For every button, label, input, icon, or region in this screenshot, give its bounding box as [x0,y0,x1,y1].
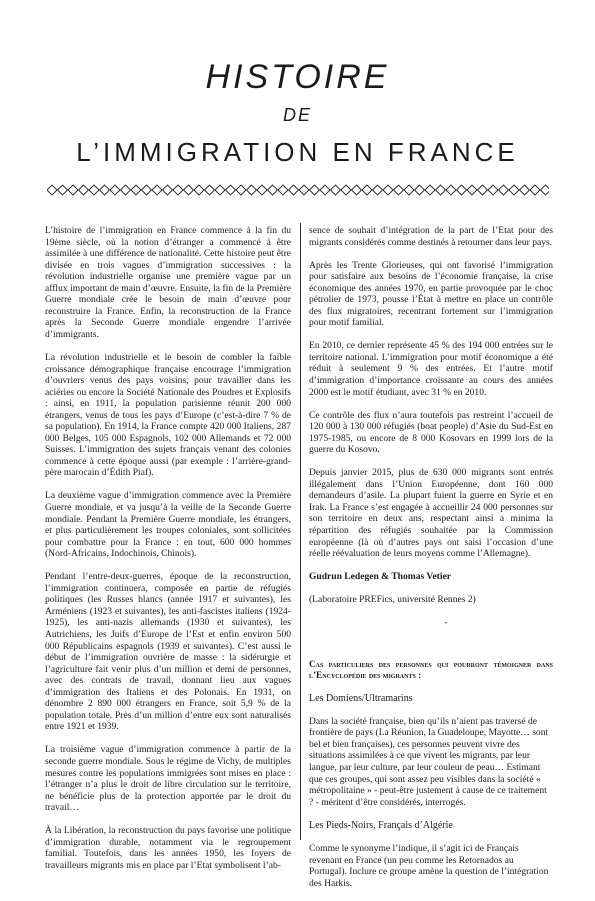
paragraph: Ce contrôle des flux n’aura toutefois pas restreint l’accueil de 120 000 à 130 000 réfugiés (boat people) d’Asie du Sud-Est en 1975-1985, ou encore de 8 000 Kosovars en 1999 lors de la guerre du Kosovo. [309,409,553,456]
diamond-shape [289,185,299,195]
paragraph: L’histoire de l’immigration en France commence à la fin du 19ème siècle, où la notion d’étranger a commencé à être assimilée à une différence de nationalité. Cette histoire peut être divisée en trois vagues d’immigration successives : la révolution industrielle organise une première vague par un afflux important de main d’œuvre. Ensuite, la fin de la Première Guerre mondiale crée le besoin de main d’œuvre pour reconstruire la France. Enfin, la reconstruction de la France après la Seconde Guerre mondiale engendre l’arrivée d’immigrants. [45,225,291,340]
diamond-shape [110,185,120,195]
diamond-shape [320,185,330,195]
diamond-shape [100,185,110,195]
paragraph: La révolution industrielle et le besoin de combler la faible croissance démographique française encourage l’immigration d’ouvriers venus des pays voisins, pour travailler dans les aciéries ou encore la Société Nationale des Poudres et Explosifs : ainsi, en 1911, la population parisienne réunit 200 000 étrangers, venus de tous les pays d’Europe (c’est-à-dire 7 % de sa population). En 1914, la France compte 420 000 Italiens, 287 000 Belges, 105 000 Espagnols, 102 000 Allemands et 72 000 Suisses. L’immigration des sujets français venant des colonies commence à cette époque aussi (par exemple : l’arrière-grand-père marocain d’Édith Piaf). [45,351,291,479]
diamond-shape [58,185,68,195]
diamond-shape [331,185,341,195]
diamond-shape [373,185,383,195]
diamond-shape [278,185,288,195]
left-column [45,225,291,883]
paragraph: Après les Trente Glorieuses, qui ont favorisé l’immigration pour satisfaire aux besoins de l’économie française, la crise économique des années 1970, en partie provoquée par le choc pétrolier de 1973, pousse l’État à mettre en place un contrôle des flux migratoires, recentrant fortement sur l’immigration pour motif familial. [309,259,553,329]
diamond-shape [509,185,519,195]
diamond-shape [425,185,435,195]
diamond-shape [436,185,446,195]
paragraph: Pendant l’entre-deux-guerres, époque de la reconstruction, l’immigration continuera, composée en partie de réfugiés politiques (les Russes blancs (année 1917 et suivantes), les Arméniens (1923 et suivantes), les anti-fascistes italiens (1924-1925), les anti-nazis allemands (1930 et suivantes), les Autrichiens, les Juifs d’Europe de l’Est et enfin environ 500 000 Républicains espagnols (1939 et suivantes). C’est aussi le début de l’immigration ouvrière de masse : la sidérurgie et l’agriculture fait venir plus d’un million et demi de personnes, avec des contrats de travail, donnant lieu aux vagues d’immigration des Italiens et des Polonais. En 1931, on dénombre 2 890 000 étrangers en France, soit 5,9 % de la population totale. Près d’un million d’entre eux sont naturalisés entre 1921 et 1939. [45,571,291,733]
diamond-shape [520,185,530,195]
diamond-shape [488,185,498,195]
diamond-shape [404,185,414,195]
section-text: Dans la société française, bien qu’ils n’aient pas traversé de frontière de pays (La Réunion, la Guadeloupe, Mayotte… sont bel et bien françaises), ces personnes peuvent vivre des situations assimilées à ce que vivent les migrants, par leur langue, par leur culture, par leur couleur de peau… Estimant que ces groupes, qui sont assez peu visibles dans la société « métropolitaine » - peut-être justement à cause de ce traitement ? - méritent d’être considérés, interrogés. [309,715,549,808]
diamond-shape [247,185,257,195]
diamond-shape [257,185,267,195]
diamond-shape [467,185,477,195]
diamond-shape [299,185,309,195]
diamond-divider [47,183,549,197]
paragraph: sence de souhait d’intégration de la part de l’Etat pour des migrants considérés comme destinés à retourner dans leur pays. [309,225,553,248]
paragraph: En 2010, ce dernier représente 45 % des 194 000 entrées sur le territoire national. L’immigration pour motif économique a été réduit à seulement 9 % des entrées. Et l’autre motif d’immigration d’importance croissante au cours des années 2000 est le motif étudiant, avec 31 % en 2010. [309,340,553,398]
diamond-shape [236,185,246,195]
diamond-shape [310,185,320,195]
diamond-shape [194,185,204,195]
signature-affiliation: (Laboratoire PREFics, université Rennes 2) [309,594,476,606]
title-de: DE [282,105,312,125]
diamond-shape [152,185,162,195]
paragraph: La deuxième vague d’immigration commence avec la Première Guerre mondiale, et va jusqu’à la veille de la Seconde Guerre mondiale. Pendant la Première Guerre mondiale, les étrangers, et plus particulièrement les troupes coloniales, sont sollicitées pour combattre pour la France : en tout, 600 000 hommes (Nord-Africains, Indochinois, Chinois). [45,490,291,560]
diamond-shape [446,185,456,195]
section-domiens [309,693,553,808]
title-immigration: L’IMMIGRATION EN FRANCE [76,137,519,167]
paragraph: À la Libération, la reconstruction du pays favorise une politique d’immigration durable, notamment via le regroupement familial. Toutefois, dans les années 1950, les foyers de travailleurs migrants mis en place par l’Etat symbolisent l’ab- [45,825,291,871]
column-separator [300,223,301,840]
section-title: Les Domiens/Ultramarins [309,692,413,704]
diamond-shape [205,185,215,195]
right-column [309,225,553,901]
diamond-shape [415,185,425,195]
encyclopedia-heading: Cas particuliers des personnes qui pourront témoigner dans l’Encyclopédie des migrants : [309,658,553,681]
diamond-shape [341,185,351,195]
diamond-shape [215,185,225,195]
diamond-shape [499,185,509,195]
diamond-shape [226,185,236,195]
paragraph: Depuis janvier 2015, plus de 630 000 migrants sont entrés illégalement dans l’Union Européenne, dont 160 000 demandeurs d’asile. La plupart fuient la guerre en Syrie et en Irak. La France s’est engagée à accueillir 24 000 personnes sur son territoire en deux ans, respectant ainsi a minima la répartition des réfugiés souhaitée par la Commission européenne (là où d’autres pays ont saisi l’occasion d’une réelle réévaluation de leurs moyens comme l’Allemagne). [309,467,553,560]
diamond-shape [89,185,99,195]
diamond-shape [131,185,141,195]
diamond-shape [47,185,57,195]
section-title: Les Pieds-Noirs, Français d’Algérie [309,820,453,832]
diamond-shape [121,185,131,195]
diamond-shape [478,185,488,195]
paragraph: La troisième vague d’immigration commence à partir de la seconde guerre mondiale. Sous le régime de Vichy, de multiples mesures contre les populations immigrées sont mises en place : l’étranger n’a plus le droit de libre circulation sur le territoire, ne bénéficie plus de la protection apportée par le droit du travail… [45,744,291,814]
diamond-shape [163,185,173,195]
section-pieds-noirs [309,820,553,889]
diamond-shape [79,185,89,195]
diamond-shape [383,185,393,195]
diamond-shape [173,185,183,195]
section-text: Comme le synonyme l’indique, il s’agit ici de Français revenant en France (un peu comme les Retornados au Portugal). Inclure ce groupe amène la question de l’intégration des Harkis. [309,843,549,889]
title-histoire: HISTOIRE [205,58,390,96]
diamond-shape [268,185,278,195]
diamond-shape [541,185,550,195]
diamond-shape [457,185,467,195]
separator-dash: - [444,617,448,629]
diamond-shape [394,185,404,195]
diamond-shape [68,185,78,195]
diamond-shape [184,185,194,195]
diamond-shape [352,185,362,195]
diamond-shape [142,185,152,195]
diamond-shape [362,185,372,195]
diamond-shape [530,185,540,195]
signature-authors: Gudrun Ledegen & Thomas Vetier [309,571,451,583]
